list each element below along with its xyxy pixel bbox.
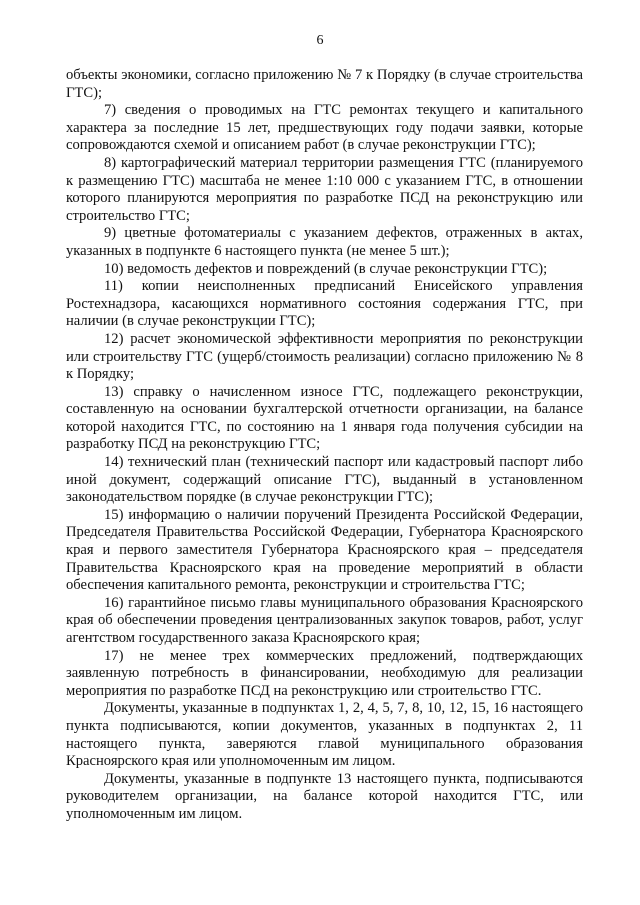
list-item-9: 9) цветные фотоматериалы с указанием дефектов, отраженных в актах, указанных в подпункте 6 настоящего пункта (не менее 5 шт.); — [66, 225, 583, 259]
list-item-16: 16) гарантийное письмо главы муниципального образования Красноярского края об обеспечении проведения централизованных закупок товаров, работ, услуг агентством государственного заказа Красноярского края; — [66, 594, 583, 646]
list-item-10: 10) ведомость дефектов и повреждений (в случае реконструкции ГТС); — [104, 260, 548, 277]
paragraph-signing-rules: Документы, указанные в подпунктах 1, 2, 4, 5, 7, 8, 10, 12, 15, 16 настоящего пункта подписываются, копии документов, указанных в подпунктах 2, 11 настоящего пункта, заверяются главой муниципального образования Красноярского края или уполномоченным им лицом. — [66, 700, 583, 770]
paragraph-signing-item-13: Документы, указанные в подпункте 13 настоящего пункта, подписываются руководителем организации, на балансе которой находится ГТС, или уполномоченным им лицом. — [66, 770, 583, 822]
page-number: 6 — [316, 33, 324, 48]
paragraph-continuation: объекты экономики, согласно приложению № 7 к Порядку (в случае строительства ГТС); — [66, 67, 583, 101]
list-item-15: 15) информацию о наличии поручений Президента Российской Федерации, Председателя Правительства Российской Федерации, Губернатора Красноярского края и первого заместителя Губернатора Красноярского края – председателя Правительства Красноярского края на проведение мероприятий в области обеспечения капитального ремонта, реконструкции и строительства ГТС; — [66, 506, 583, 594]
list-item-13: 13) справку о начисленном износе ГТС, подлежащего реконструкции, составленную на основании бухгалтерской отчетности организации, на балансе которой находится ГТС, по состоянию на 1 января года получения субсидии на разработку ПСД на реконструкцию ГТС; — [66, 383, 583, 453]
list-item-12: 12) расчет экономической эффективности мероприятия по реконструкции или строительству ГТС (ущерб/стоимость реализации) согласно приложению № 8 к Порядку; — [66, 330, 583, 383]
list-item-7: 7) сведения о проводимых на ГТС ремонтах текущего и капитального характера за последние 15 лет, предшествующих году подачи заявки, которые сопровождаются схемой и описанием работ (в случае реконструкции ГТС); — [66, 102, 583, 154]
document-body — [66, 67, 583, 824]
list-item-14: 14) технический план (технический паспорт или кадастровый паспорт либо иной документ, содержащий описание ГТС), выданный в установленном законодательством порядке (в случае реконструкции ГТС); — [66, 454, 583, 506]
list-item-17: 17) не менее трех коммерческих предложений, подтверждающих заявленную потребность в финансировании, необходимую для реализации мероприятия по разработке ПСД на реконструкцию или строительство ГТС. — [66, 647, 583, 699]
list-item-11: 11) копии неисполненных предписаний Енисейского управления Ростехнадзора, касающихся нормативного состояния содержания ГТС, при наличии (в случае реконструкции ГТС); — [66, 278, 583, 330]
list-item-8: 8) картографический материал территории размещения ГТС (планируемого к размещению ГТС) масштаба не менее 1:10 000 с указанием ГТС, в отношении которого планируются мероприятия по разработке ПСД на реконструкцию или строительство ГТС; — [66, 154, 583, 224]
